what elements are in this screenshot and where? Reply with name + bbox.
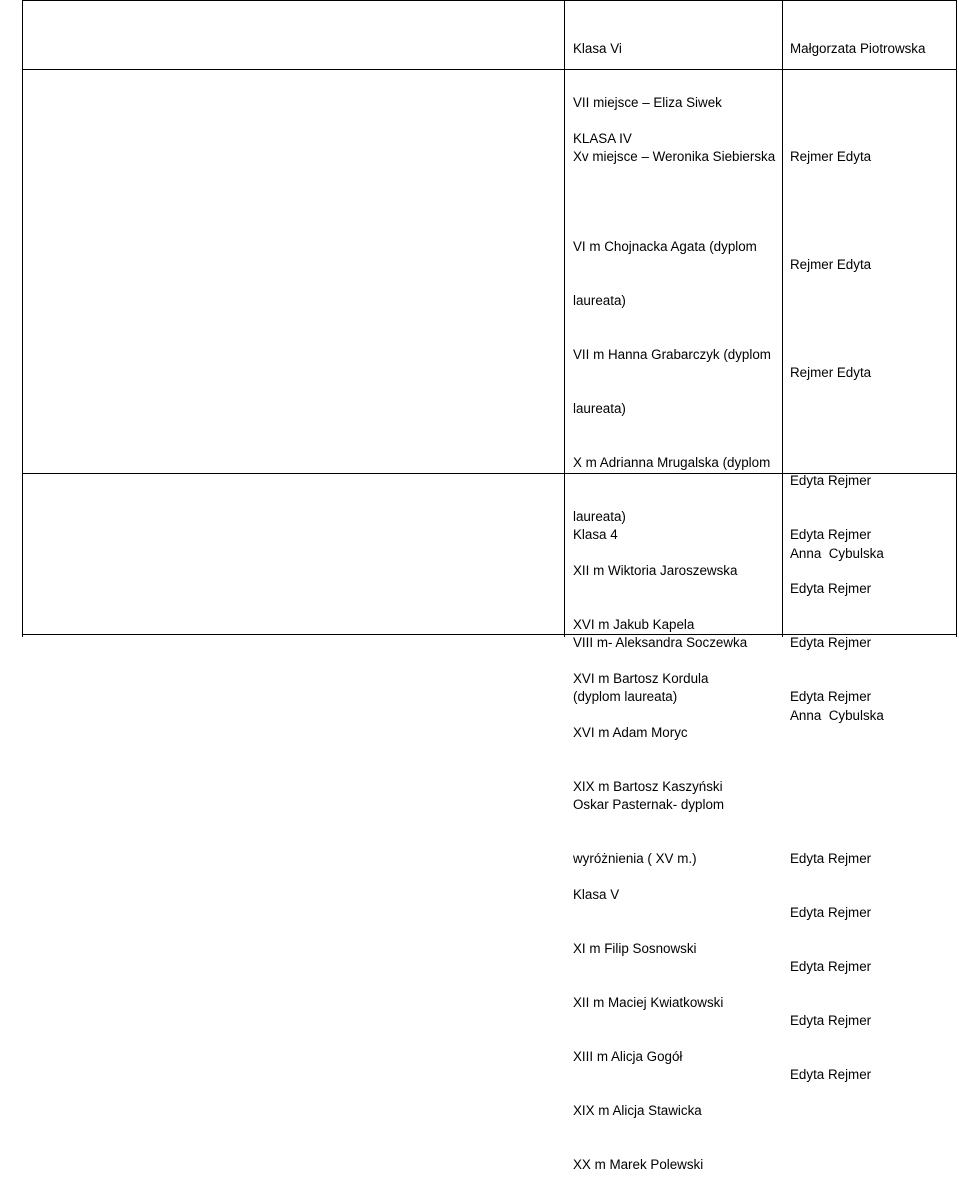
group-heading: Klasa 4: [573, 527, 618, 542]
teacher-name: Edyta Rejmer: [790, 527, 872, 542]
result-line: XI m Filip Sosnowski: [573, 941, 697, 956]
result-line: Xv miejsce – Weronika Siebierska: [573, 149, 776, 164]
result-line: wyróżnienia ( XV m.): [573, 851, 697, 866]
result-line: XX m Marek Polewski: [573, 1157, 704, 1172]
teacher-name: Edyta Rejmer: [790, 581, 872, 596]
row-klasa-4-results: [573, 490, 747, 886]
result-line: VII m Hanna Grabarczyk (dyplom: [573, 347, 771, 362]
result-line: XIX m Bartosz Kaszyński: [573, 779, 723, 794]
result-line: VIII m- Aleksandra Soczewka: [573, 635, 748, 650]
result-line: VI m Chojnacka Agata (dyplom: [573, 239, 757, 254]
table-border-right: [956, 0, 957, 637]
table-border-col1: [564, 0, 565, 637]
result-line: XIII m Alicja Gogół: [573, 1049, 683, 1064]
teacher-name: Anna Cybulska: [790, 708, 884, 723]
result-line: Oskar Pasternak- dyplom: [573, 797, 725, 812]
result-line: XVI m Bartosz Kordula: [573, 671, 709, 686]
teacher-name: Małgorzata Piotrowska: [790, 41, 926, 56]
row-klasa-vi-teacher: [790, 4, 925, 76]
result-line: XIX m Alicja Stawicka: [573, 1103, 702, 1118]
result-line: XVI m Adam Moryc: [573, 725, 688, 740]
result-line: XII m Maciej Kwiatkowski: [573, 995, 724, 1010]
table-border-col2: [782, 0, 783, 637]
result-line: Klasa Vi: [573, 41, 622, 56]
result-line: XVI m Jakub Kapela: [573, 617, 695, 632]
result-line: laureata): [573, 401, 626, 416]
teacher-name: Rejmer Edyta: [790, 365, 872, 380]
result-line: (dyplom laureata): [573, 689, 678, 704]
teacher-name: Edyta Rejmer: [790, 851, 872, 866]
teacher-name: Edyta Rejmer: [790, 1067, 872, 1082]
teacher-name: Rejmer Edyta: [790, 149, 872, 164]
result-line: laureata): [573, 293, 626, 308]
result-line: laureata): [573, 509, 626, 524]
group-heading: KLASA IV: [573, 131, 632, 146]
table-border-top: [22, 0, 957, 1]
result-line: X m Adrianna Mrugalska (dyplom: [573, 455, 771, 470]
teacher-name: Edyta Rejmer: [790, 473, 872, 488]
row-klasa-4-teachers: [790, 509, 884, 743]
teacher-name: Rejmer Edyta: [790, 257, 872, 272]
result-line: VII miejsce – Eliza Siwek: [573, 95, 722, 110]
table-border-left: [22, 0, 23, 637]
teacher-name: Edyta Rejmer: [790, 1013, 872, 1028]
teacher-name: Edyta Rejmer: [790, 689, 872, 704]
teacher-name: Anna Cybulska: [790, 546, 884, 561]
result-line: XII m Wiktoria Jaroszewska: [573, 563, 738, 578]
teacher-name: Edyta Rejmer: [790, 635, 872, 650]
group-heading: Klasa V: [573, 887, 620, 902]
teacher-name: Edyta Rejmer: [790, 959, 872, 974]
teacher-name: Edyta Rejmer: [790, 905, 872, 920]
